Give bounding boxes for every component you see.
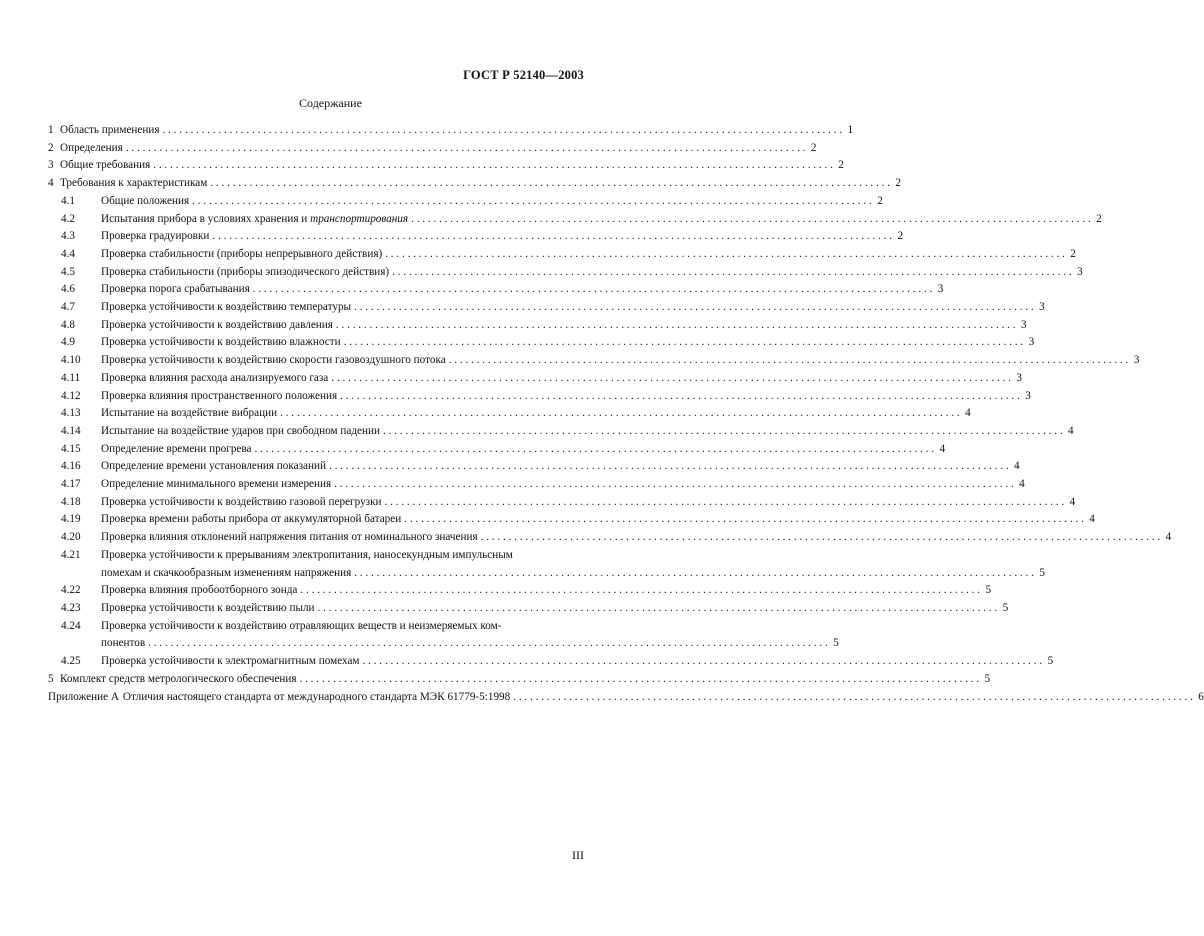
toc-entry-number: 4.18 [61, 495, 81, 508]
toc-leader-dots [148, 635, 828, 653]
toc-entry-page: 3 [1039, 301, 1045, 314]
toc-entry-number: 4.20 [61, 531, 81, 544]
toc-leader-dots [334, 476, 1014, 494]
toc-entry[interactable] [48, 511, 1095, 529]
toc-entry-page: 2 [1096, 212, 1102, 225]
toc-leader-dots [126, 140, 806, 158]
toc-entry[interactable] [48, 140, 817, 158]
toc-entry-page: 5 [1047, 655, 1054, 668]
toc-entry-title [101, 334, 341, 352]
toc-leader-dots [299, 671, 979, 689]
toc-leader-dots [513, 689, 1193, 707]
toc-entry[interactable] [48, 547, 576, 565]
toc-entry-title [101, 618, 501, 636]
toc-entry-number: 4.21 [61, 548, 81, 561]
document-code: ГОСТ Р 52140—2003 [463, 68, 584, 82]
toc-leader-dots [449, 352, 1129, 370]
toc-entry-title-text: Определение минимального времени измерения [101, 478, 332, 491]
toc-entry-title-text: Комплект средств метрологического обеспечения [60, 672, 297, 685]
toc-entry-continuation[interactable] [48, 635, 839, 653]
toc-entry-title [101, 600, 315, 618]
toc-entry[interactable] [48, 618, 576, 636]
toc-entry-page: 3 [1016, 371, 1022, 384]
toc-entry-title-text: Общие положения [101, 194, 190, 207]
toc-entry-number: 4.25 [61, 655, 81, 668]
toc-entry-number: 4.6 [61, 283, 75, 296]
toc-entry[interactable] [48, 653, 1054, 671]
toc-leader-dots [300, 582, 980, 600]
toc-leader-dots [385, 246, 1065, 264]
toc-leader-dots [481, 529, 1161, 547]
toc-leader-dots [404, 511, 1084, 529]
toc-leader-dots [329, 458, 1009, 476]
toc-entry-page: 3 [1025, 389, 1031, 402]
toc-entry-number: 3 [48, 159, 54, 172]
toc-entry-page: 3 [1028, 336, 1035, 349]
toc-entry-title-text: Проверка влияния пробоотборного зонда [101, 584, 298, 597]
toc-entry-page: 4 [1165, 531, 1172, 544]
toc-entry-title [101, 405, 277, 423]
toc-entry-title-italic: транспортирования [310, 212, 409, 225]
toc-entry-title [101, 317, 333, 335]
toc-entry-title-text: Проверка устойчивости к воздействию газовой перегрузки [101, 495, 382, 508]
toc-entry-title [101, 476, 331, 494]
toc-leader-dots [331, 370, 1011, 388]
toc-leader-dots [354, 299, 1034, 317]
toc-leader-dots [153, 157, 833, 175]
toc-entry-title-cont: помехам и скачкообразным изменениям напряжения [101, 566, 352, 579]
toc-entry[interactable] [48, 175, 901, 193]
toc-entry-number: 4.2 [61, 212, 75, 225]
toc-leader-dots [336, 317, 1016, 335]
toc-entry-page: 3 [937, 283, 944, 296]
toc-leader-dots [210, 175, 890, 193]
toc-entry-title-text: Проверка влияния расхода анализируемого газа [101, 371, 329, 384]
toc-entry-page: 4 [939, 442, 946, 455]
toc-entry-page: 5 [1002, 601, 1009, 614]
toc-entry-title-text: Проверка устойчивости к воздействию отравляющих веществ и неизмеряемых ком- [101, 619, 502, 632]
toc-entry-page: 3 [1020, 318, 1027, 331]
toc-entry-number: 4.12 [61, 389, 81, 402]
toc-entry[interactable] [48, 582, 992, 600]
toc-entry-page: 2 [897, 230, 904, 243]
toc-entry-title-text: Проверка устойчивости к воздействию давления [101, 318, 333, 331]
toc-entry-continuation[interactable] [48, 565, 1045, 583]
toc-entry-number: 4.4 [61, 247, 75, 260]
toc-entry-page: 5 [984, 672, 991, 685]
toc-entry-title [101, 441, 252, 459]
toc-entry-number: 4.5 [61, 265, 75, 278]
toc-entry-title [101, 547, 513, 565]
toc-entry[interactable] [48, 246, 1076, 264]
toc-entry-title [101, 193, 189, 211]
toc-entry-title [101, 529, 478, 547]
toc-entry-title-text: Проверка устойчивости к прерываниям электропитания, наносекундным импульсным [101, 548, 513, 561]
toc-entry-title-text: Проверка устойчивости к воздействию влажности [101, 336, 341, 349]
toc-entry-title [60, 140, 123, 158]
toc-entry-title [101, 388, 337, 406]
toc-entry-title-text: Испытание на воздействие вибрации [101, 407, 278, 420]
toc-entry[interactable] [48, 211, 1102, 229]
toc-entry-title [101, 228, 209, 246]
toc-leader-dots [392, 264, 1072, 282]
toc-entry[interactable] [48, 122, 854, 140]
toc-entry-page: 2 [877, 194, 883, 207]
toc-entry[interactable] [48, 529, 1172, 547]
toc-entry-title [101, 494, 382, 512]
toc-entry[interactable] [48, 671, 991, 689]
toc-entry-title [101, 299, 351, 317]
toc-leader-dots [340, 388, 1020, 406]
toc-entry-page: 4 [965, 407, 971, 420]
toc-entry-number: 1 [48, 124, 54, 136]
toc-entry-page: 5 [833, 637, 839, 650]
toc-leader-dots [192, 193, 872, 211]
toc-entry-number: 4.1 [61, 194, 75, 207]
toc-entry-title-text: Проверка устойчивости к воздействию температуры [101, 301, 352, 314]
toc-entry[interactable] [48, 352, 1140, 370]
toc-entry-title-text: Определение времени прогрева [101, 442, 252, 455]
toc-entry-title-text: Проверка порога срабатывания [101, 283, 250, 296]
appendix-title: Отличия настоящего стандарта от международного стандарта МЭК 61779-5:1998 [122, 690, 511, 703]
toc-entry-title-text: Испытания прибора в условиях хранения и [101, 212, 311, 225]
toc-entry-title-text: Проверка влияния пространственного положения [101, 389, 338, 402]
toc-entry-page: 1 [847, 124, 854, 136]
toc-entry-title [101, 511, 401, 529]
toc-entry[interactable] [48, 458, 1020, 476]
toc-leader-dots [212, 228, 892, 246]
toc-appendix-entry[interactable] [48, 689, 1204, 707]
toc-entry-number: 4.22 [61, 584, 81, 597]
toc-entry-title [60, 175, 207, 193]
toc-entry-page: 3 [1133, 354, 1140, 367]
toc-entry-title [101, 458, 326, 476]
toc-entry[interactable] [48, 370, 1022, 388]
toc-entry-title-text: Проверка градуировки [101, 230, 210, 243]
toc-entry[interactable] [48, 264, 1083, 282]
toc-entry-title [60, 157, 150, 175]
toc-entry-page: 4 [1068, 424, 1074, 437]
toc-entry-title-text: Проверка стабильности (приборы эпизодического действия) [101, 265, 390, 278]
toc-entry-title-text: Проверка устойчивости к воздействию пыли [101, 601, 315, 614]
toc-entry[interactable] [48, 476, 1025, 494]
toc-entry-title-text: Проверка устойчивости к воздействию скорости газовоздушного потока [101, 354, 446, 367]
toc-leader-dots [363, 653, 1043, 671]
toc-entry[interactable] [48, 299, 1045, 317]
toc-leader-dots [354, 565, 1034, 583]
table-of-contents [48, 122, 1204, 706]
toc-entry[interactable] [48, 405, 971, 423]
toc-entry-title [101, 653, 360, 671]
toc-entry-number: 4.24 [61, 619, 81, 632]
toc-leader-dots [385, 494, 1065, 512]
toc-entry-title [101, 370, 328, 388]
toc-entry-number: 4.7 [61, 301, 75, 314]
toc-entry-title-text: Определение времени установления показаний [101, 460, 326, 473]
toc-entry-number: 5 [48, 672, 54, 685]
toc-leader-dots [344, 334, 1024, 352]
toc-entry-number: 4.9 [61, 336, 75, 349]
toc-entry-title-text: Проверка устойчивости к электромагнитным помехам [101, 655, 360, 668]
appendix-page: 6 [1198, 690, 1204, 703]
toc-leader-dots [253, 281, 933, 299]
toc-entry[interactable] [48, 388, 1031, 406]
toc-leader-dots [411, 211, 1091, 229]
toc-entry-number: 4 [48, 177, 54, 190]
toc-entry-number: 2 [48, 141, 54, 154]
toc-entry-number: 4.8 [61, 318, 75, 331]
toc-entry-title-text: Проверка стабильности (приборы непрерывного действия) [101, 247, 383, 260]
toc-entry-number: 4.11 [61, 371, 81, 384]
toc-entry-page: 2 [1070, 247, 1076, 260]
toc-entry[interactable] [48, 317, 1027, 335]
toc-entry-title-cont: понентов [101, 637, 146, 650]
toc-leader-dots [383, 423, 1063, 441]
toc-heading: Содержание [299, 96, 362, 110]
toc-entry-page: 2 [895, 177, 901, 190]
toc-entry-number: 4.15 [61, 442, 81, 455]
toc-entry-title [101, 264, 389, 282]
toc-entry-title [101, 352, 446, 370]
toc-entry-number: 4.16 [61, 460, 81, 473]
toc-entry-number: 4.14 [61, 424, 81, 437]
toc-entry-number: 4.10 [61, 354, 81, 367]
toc-entry-title [60, 671, 296, 689]
toc-entry[interactable] [48, 600, 1009, 618]
toc-entry[interactable] [48, 334, 1035, 352]
toc-entry-title-text: Проверка времени работы прибора от аккумуляторной батареи [101, 513, 402, 526]
toc-entry-title-text: Проверка влияния отклонений напряжения питания от номинального значения [101, 531, 478, 544]
toc-entry-number: 4.19 [61, 513, 81, 526]
toc-entry[interactable] [48, 423, 1074, 441]
toc-entry-title-text: Испытание на воздействие ударов при свободном падении [101, 424, 380, 437]
toc-entry-page: 2 [810, 141, 817, 154]
toc-entry-title-text: Область применения [60, 124, 160, 136]
toc-entry-page: 5 [1039, 566, 1045, 579]
toc-entry-title [101, 246, 382, 264]
toc-entry-page: 4 [1014, 460, 1020, 473]
toc-leader-dots [318, 600, 998, 618]
toc-entry-title-text: Общие требования [60, 159, 151, 172]
toc-entry-number: 4.23 [61, 601, 81, 614]
toc-entry-page: 2 [838, 159, 844, 172]
toc-entry-page: 4 [1089, 513, 1095, 526]
toc-entry-number: 4.3 [61, 230, 75, 243]
toc-entry[interactable] [48, 228, 904, 246]
toc-entry-title-text: Определения [60, 141, 123, 154]
toc-entry-title [60, 122, 159, 140]
toc-entry-page: 4 [1019, 478, 1025, 491]
page-number: III [572, 848, 584, 862]
toc-leader-dots [280, 405, 960, 423]
toc-entry[interactable] [48, 441, 946, 459]
toc-entry-page: 3 [1077, 265, 1083, 278]
toc-entry-number: 4.13 [61, 407, 81, 420]
toc-entry-title [101, 211, 408, 229]
toc-entry-title-text: Требования к характеристикам [60, 177, 208, 190]
toc-entry-page: 5 [985, 584, 992, 597]
toc-entry-title [101, 423, 380, 441]
appendix-label: Приложение А [48, 690, 119, 703]
toc-entry-page: 4 [1069, 495, 1076, 508]
toc-leader-dots [255, 441, 935, 459]
toc-entry-title [101, 281, 250, 299]
toc-entry[interactable] [48, 157, 844, 175]
toc-entry[interactable] [48, 193, 883, 211]
toc-entry[interactable] [48, 281, 944, 299]
toc-entry-title [101, 582, 297, 600]
toc-leader-dots [162, 122, 842, 140]
toc-entry-number: 4.17 [61, 478, 81, 491]
toc-entry[interactable] [48, 494, 1076, 512]
